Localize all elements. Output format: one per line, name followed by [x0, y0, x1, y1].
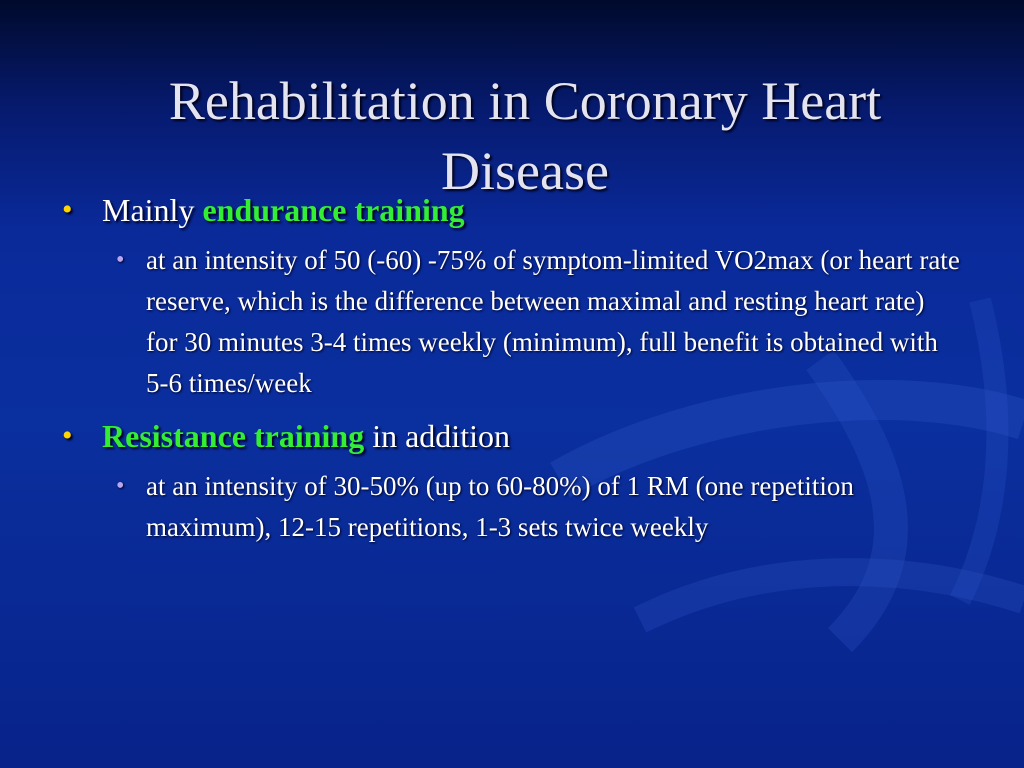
sub-bullet-dot-icon: • — [116, 473, 125, 499]
bullet-highlight: endurance training — [202, 192, 465, 228]
bullet-endurance-training — [62, 190, 962, 404]
sub-bullet-list — [102, 240, 962, 404]
bullet-resistance-training — [62, 416, 962, 548]
sub-bullet-text: at an intensity of 30-50% (up to 60-80%) of 1 RM (one repetition maximum), 12-15 repetitions, 1-3 sets twice weekly — [146, 471, 854, 542]
bullet-suffix: in addition — [364, 418, 510, 454]
sub-bullet-text: at an intensity of 50 (-60) -75% of symptom-limited VO2max (or heart rate reserve, which is the difference between maximal and resting heart rate) for 30 minutes 3-4 times weekly (minimum), full benefit is obtained with 5-6 times/week — [146, 245, 960, 398]
bullet-prefix: Mainly — [102, 192, 203, 228]
sub-bullet-resistance-details — [102, 466, 962, 548]
bullet-dot-icon: • — [62, 419, 73, 452]
bullet-highlight: Resistance training — [102, 418, 365, 454]
sub-bullet-list — [102, 466, 962, 548]
bullet-dot-icon: • — [62, 193, 73, 226]
bullet-list — [62, 190, 962, 560]
sub-bullet-endurance-details — [102, 240, 962, 404]
slide-title: Rehabilitation in Coronary Heart Disease — [168, 71, 882, 201]
sub-bullet-dot-icon: • — [116, 247, 125, 273]
